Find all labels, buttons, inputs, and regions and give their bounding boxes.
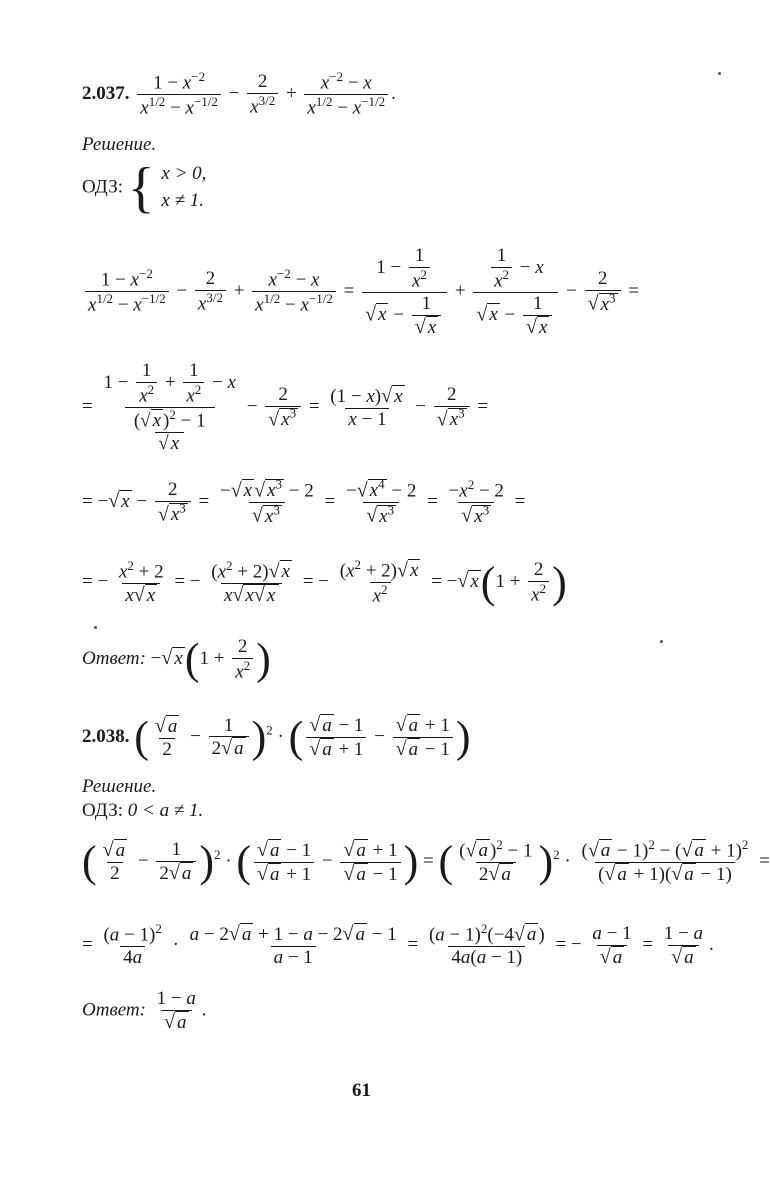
system-brace: { (127, 157, 155, 219)
solution-label: Решение. (82, 776, 157, 797)
solution-step-1: ( $\frac{√ a}{2}$ − $\frac{1}{2√ a}$ )$^2$ · ( $\frac{√ a - 1}{√ a + 1}$ − $\frac{√ a + 1}{√ a - 1}$ ) = ( $\frac{(√ a )^2 - 1}{2√ a}$ )$^2$ · $\frac{(√ a - 1)^2 - (√ a + 1)^2}{(√ a + 1)(√ a - 1)}$ = (82, 837, 770, 887)
solution-step-2: = $\frac{(a - 1)^2}{4a}$ · $\frac{a - 2√ a + 1 - a - 2√ a - 1}{a - 1}$ = $\frac{(a - 1)^2(-4√ a )}{4a(a - 1)}$ = − $\frac{a - 1}{√ a}$ = $\frac{1 - a}{√ a}$ . (82, 921, 714, 969)
problem-number: 2.037. (82, 83, 130, 105)
scan-artifact (718, 72, 721, 75)
problem-2038-statement: 2.038. ( $\frac{√ a}{2}$ − $\frac{1}{2√ a}$ )$^2$ · ( $\frac{√ a - 1}{√ a + 1}$ − $\frac{√ a + 1}{√ a - 1}$ ) (82, 712, 471, 762)
scan-artifact (660, 640, 663, 643)
odz-condition: x ≠ 1. (161, 190, 205, 211)
solution-step-4: = − $\frac{x^2 + 2}{x√ x}$ = − $\frac{(x^2 + 2)√ x}{x√ x√ x}$ = − $\frac{(x^2 + 2)√ x}{x^2}$ = −√ x(1 + $\frac{2}{x^2}$ ) (82, 557, 567, 607)
solution-step-3: = −√ x − $\frac{2}{√ x^3}$ = $\frac{-√ x √ x^3 - 2}{√ x^3}$ = $\frac{-√ x^4 - 2}{√ x^3}$ = $\frac{-x^2 - 2}{√ x^3}$ = (82, 477, 526, 527)
solution-step-1: $\frac{1 - x^{-2}}{x^{1/2} - x^{-1/2}}$ − $\frac{2}{x^{3/2}}$ + $\frac{x^{-2} - x}{x^{1/2} - x^{-1/2}}$ = 1 − $\frac{1}{x^2}$ √ x − $\frac{1}{√ x}$ + $\frac{1}{x^2}$ − x √ x − $\frac{1}{√ x}$ − $\frac{2}{√ x^3}$ = (82, 245, 639, 339)
fraction: $\frac{2}{x^{3/2}}$ (247, 71, 278, 118)
odz-condition: 0 < a ≠ 1. (127, 800, 204, 821)
answer-label: Ответ: (82, 999, 146, 1021)
scan-artifact (94, 626, 97, 629)
answer-label: Ответ: (82, 647, 146, 669)
odz-label: ОДЗ: (82, 176, 124, 198)
problem-2037-statement: 2.037. $\frac{1 - x^{-2}}{x^{1/2} - x^{-1/2}}$ − $\frac{2}{x^{3/2}}$ + $\frac{x^{-2} - x}{x^{1/2} - x^{-1/2}}$ . (82, 69, 396, 119)
odz-block (82, 157, 207, 219)
odz-block (82, 800, 203, 822)
problem-number: 2.038. (82, 725, 130, 747)
solution-step-2: = 1 − $\frac{1}{x^2}$ + $\frac{1}{x^2}$ − x $\frac{(√ x )^2 - 1}{√ x}$ − $\frac{2}{√ x^3}$ = $\frac{(1 - x)√ x}{x - 1}$ − $\frac{2}{√ x^3}$ = (82, 360, 489, 455)
fraction: $\frac{x^{-2} - x}{x^{1/2} - x^{-1/2}}$ (304, 70, 388, 119)
odz-label: ОДЗ: (82, 800, 124, 821)
page-number: 61 (352, 1080, 371, 1101)
solution-label: Решение. (82, 134, 157, 155)
answer-2038: Ответ: $\frac{1 - a}{√ a}$ . (82, 988, 207, 1033)
odz-condition: x > 0, (161, 163, 207, 185)
answer-2037: Ответ: −√ x(1 + $\frac{2}{x^2}$ ) (82, 634, 271, 684)
fraction: $\frac{1 - x^{-2}}{x^{1/2} - x^{-1/2}}$ (137, 70, 221, 119)
